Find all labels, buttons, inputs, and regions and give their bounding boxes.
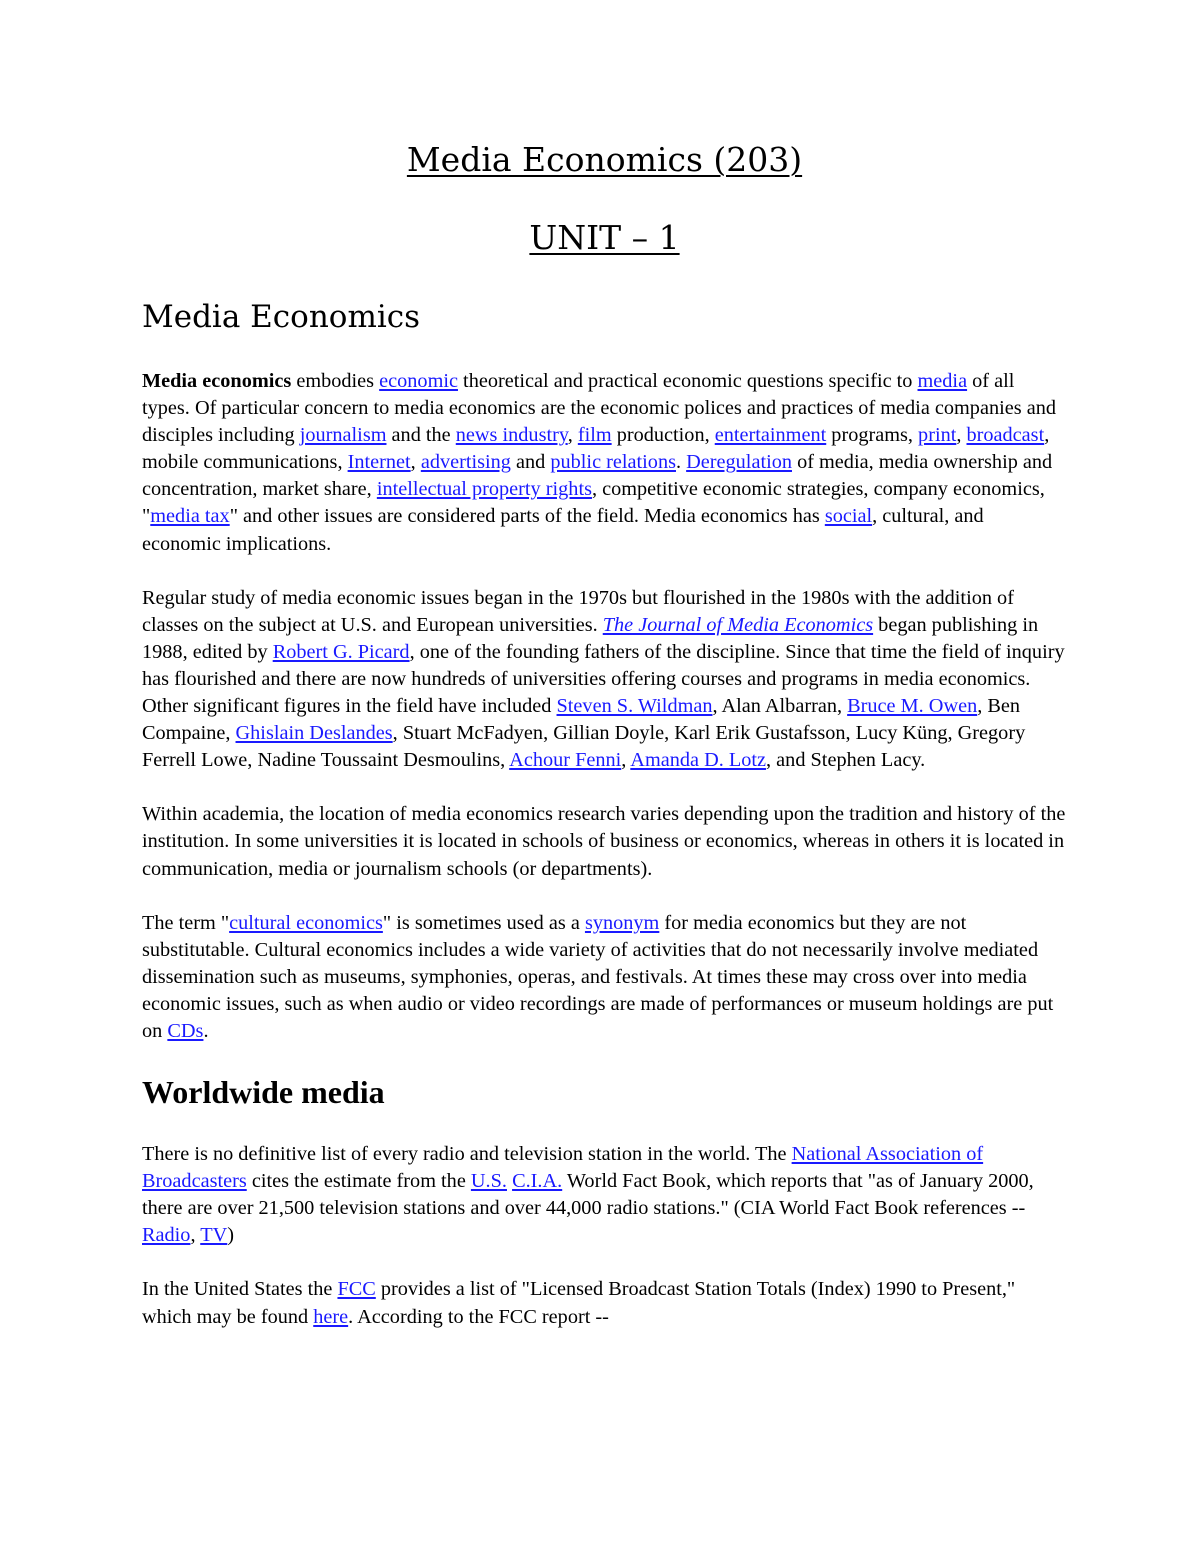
link-amanda-d-lotz[interactable]: Amanda D. Lotz (630, 749, 767, 772)
document-title: Media Economics (203) (406, 140, 803, 179)
unit-heading: UNIT – 1 (529, 218, 680, 257)
link-deregulation[interactable]: Deregulation (686, 451, 792, 474)
section-heading-worldwide-media: Worldwide media (142, 1074, 385, 1111)
link-entertainment[interactable]: entertainment (714, 424, 827, 447)
link-intellectual-property-rights[interactable]: intellectual property rights (376, 478, 592, 501)
paragraph-fcc: In the United States the FCC provides a list of "Licensed Broadcast Station Totals (Index) 1990 to Present," which may be found here. According to the FCC report -- (142, 1278, 1016, 1328)
link-bruce-m-owen[interactable]: Bruce M. Owen (847, 695, 978, 718)
paragraph-history: Regular study of media economic issues began in the 1970s but flourished in the 1980s with the addition of classes on the subject at U.S. and European universities. The Journal of Media Economics began publishing in 1988, edited by Robert G. Picard, one of the founding fathers of the discipline. Since that time the field of inquiry has flourished and there are now hundreds of universities offering courses and programs in media economics. Other significant figures in the field have included Steven S. Wildman, Alan Albarran, Bruce M. Owen, Ben Compaine, Ghislain Deslandes, Stuart McFadyen, Gillian Doyle, Karl Erik Gustafsson, Lucy Küng, Gregory Ferrell Lowe, Nadine Toussaint Desmoulins, Achour Fenni, Amanda D. Lotz, and Stephen Lacy. (142, 586, 1065, 772)
link-steven-s-wildman[interactable]: Steven S. Wildman (556, 695, 713, 718)
paragraph-cultural-economics: The term "cultural economics" is sometimes used as a synonym for media economics but they are not substitutable. Cultural economics includes a wide variety of activities that do not necessarily involve mediated dissemination such as museums, symphonies, operas, and festivals. At times these may cross over into media economic issues, such as when audio or video recordings are made of performances or museum holdings are put on CDs. (142, 911, 1054, 1042)
link-advertising[interactable]: advertising (420, 451, 511, 474)
link-us[interactable]: U.S. (470, 1170, 507, 1193)
link-journal-of-media-economics[interactable]: The Journal of Media Economics (602, 613, 874, 636)
link-ghislain-deslandes[interactable]: Ghislain Deslandes (235, 722, 393, 745)
link-journalism[interactable]: journalism (299, 424, 387, 447)
link-achour-fenni[interactable]: Achour Fenni (509, 749, 622, 772)
link-fcc[interactable]: FCC (337, 1278, 376, 1301)
link-cia[interactable]: C.I.A. (512, 1170, 563, 1193)
link-social[interactable]: social (824, 505, 873, 528)
section-heading-media-economics: Media Economics (142, 299, 421, 335)
link-public-relations[interactable]: public relations (550, 451, 676, 474)
paragraph-definition: Media economics embodies economic theoretical and practical economic questions specific to media of all types. Of particular concern to media economics are the economic polices and practices of media companies and disciples including journalism and the news industry, film production, entertainment programs, print, broadcast, mobile communications, Internet, advertising and public relations. Deregulation of media, media ownership and concentration, market share, intellectual property rights, competitive economic strategies, company economics, "media tax" and other issues are considered parts of the field. Media economics has social, cultural, and economic implications. (142, 370, 1056, 555)
link-robert-g-picard[interactable]: Robert G. Picard (272, 640, 410, 663)
link-economic[interactable]: economic (379, 370, 458, 392)
link-here[interactable]: here (313, 1305, 349, 1328)
link-media[interactable]: media (917, 370, 968, 392)
paragraph-academia: Within academia, the location of media economics research varies depending upon the tradition and history of the institution. In some universities it is located in schools of business or economics, whereas in others it is located in communication, media or journalism schools (or departments). (142, 803, 1066, 880)
link-national-association-of-broadcasters[interactable]: National Association of Broadcasters (142, 1143, 984, 1193)
term-bold: Media economics (142, 370, 292, 392)
document-page (142, 140, 1067, 1358)
paragraph-station-list: There is no definitive list of every radio and television station in the world. The National Association of Broadcasters cites the estimate from the U.S. C.I.A. World Fact Book, which reports that "as of January 2000, there are over 21,500 television stations and over 44,000 radio stations." (CIA World Fact Book references --Radio, TV) (142, 1143, 1034, 1247)
link-broadcast[interactable]: broadcast (966, 424, 1045, 447)
link-media-tax[interactable]: media tax (150, 505, 230, 528)
link-radio[interactable]: Radio (142, 1224, 191, 1247)
link-internet[interactable]: Internet (347, 451, 411, 474)
link-cds[interactable]: CDs (167, 1019, 204, 1042)
link-synonym[interactable]: synonym (584, 911, 660, 934)
link-tv[interactable]: TV (200, 1224, 228, 1247)
link-news-industry[interactable]: news industry (455, 424, 568, 447)
link-film[interactable]: film (577, 424, 612, 447)
link-cultural-economics[interactable]: cultural economics (229, 911, 383, 934)
link-print[interactable]: print (918, 424, 957, 447)
